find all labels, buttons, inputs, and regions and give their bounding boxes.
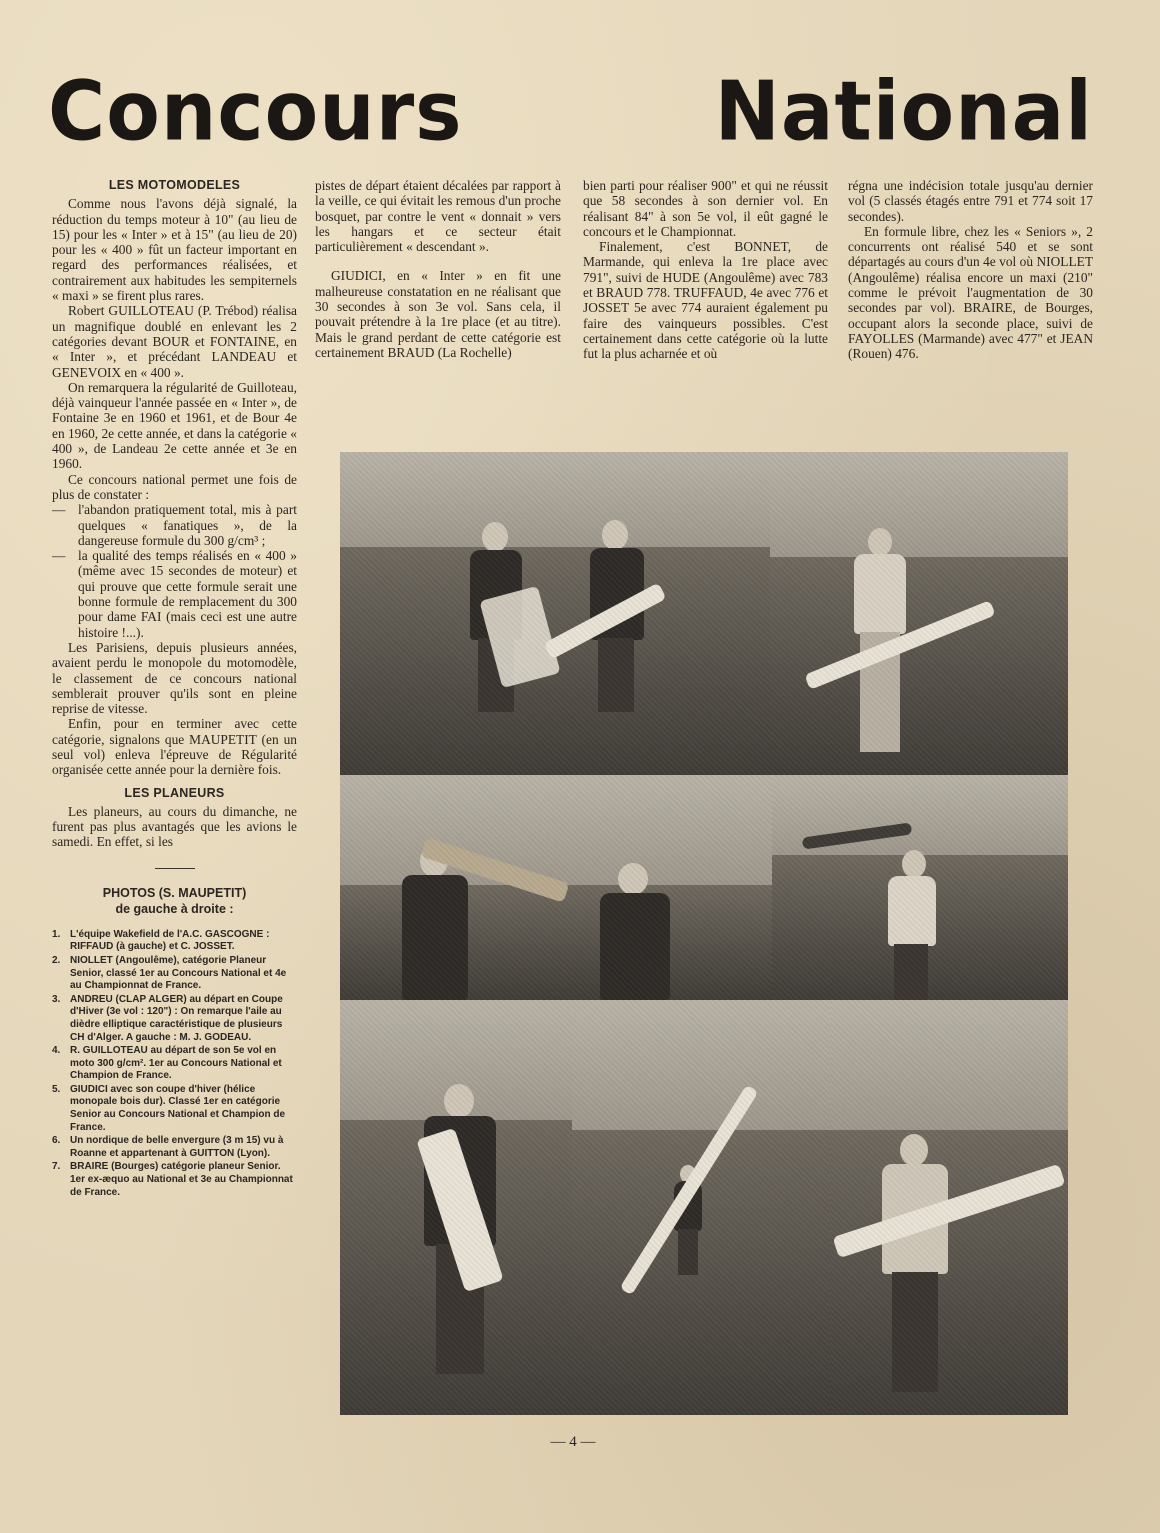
caption-item bbox=[52, 1161, 297, 1199]
photo-grain bbox=[340, 775, 772, 1000]
list-item: — la qualité des temps réalisés en « 400 » (même avec 15 secondes de moteur) et qui prouve que cette formule serait une bonne formule de remplacement du 300 pour dame FAI (mais ceci est une autre histoire !...). bbox=[52, 548, 297, 640]
col1-paragraph: Enfin, pour en terminer avec cette catégorie, signalons que MAUPETIT (en un seul vol) enleva l'épreuve de Régularité organisée cette année pour la dernière fois. bbox=[52, 716, 297, 778]
column-1 bbox=[52, 178, 297, 1200]
photo-grain bbox=[340, 1000, 572, 1415]
caption-text: R. GUILLOTEAU au départ de son 5e vol en moto 300 g/cm². 1er au Concours National et Champion de France. bbox=[70, 1045, 282, 1082]
photo-braire bbox=[830, 1000, 1068, 1415]
title-word-2: National bbox=[714, 64, 1093, 160]
photo-grain bbox=[572, 1000, 830, 1415]
photos-credit: PHOTOS (S. MAUPETIT) bbox=[102, 885, 247, 900]
photo-andreu bbox=[340, 775, 772, 1000]
caption-number: 3. bbox=[52, 993, 61, 1005]
caption-number: 7. bbox=[52, 1161, 61, 1173]
col1-list bbox=[52, 502, 297, 640]
caption-item bbox=[52, 1135, 297, 1160]
caption-number: 4. bbox=[52, 1045, 61, 1057]
caption-text: NIOLLET (Angoulême), catégorie Planeur Senior, classé 1er au Concours National et 4e au Championnat de France. bbox=[70, 954, 287, 992]
photo-grain bbox=[830, 1000, 1068, 1415]
photo-niollet bbox=[770, 452, 1068, 775]
photo-grain bbox=[340, 452, 770, 775]
caption-item bbox=[52, 955, 297, 993]
col3-paragraph: bien parti pour réaliser 900" et qui ne réussit que 58 secondes à son dernier vol. En réalisant 84" à son 5e vol, il eût gagné le concours et le Championnat. bbox=[583, 178, 828, 239]
photos-heading bbox=[52, 885, 297, 917]
divider bbox=[155, 868, 195, 869]
caption-number: 2. bbox=[52, 954, 61, 966]
caption-item bbox=[52, 1045, 297, 1083]
col1-paragraph: Les Parisiens, depuis plusieurs années, avaient perdu le monopole du motomodèle, le classement de ce concours national semblerait prouver qu'ils sont en pleine reprise de vitesse. bbox=[52, 639, 297, 717]
caption-text: ANDREU (CLAP ALGER) au départ en Coupe d'Hiver (3e vol : 120") : On remarque l'aile au dièdre elliptique caractéristique de plusieurs CH d'Alger. A gauche : M. J. GODEAU. bbox=[70, 993, 283, 1043]
heading-motomodeles: LES MOTOMODELES bbox=[108, 178, 241, 192]
col1-paragraph: Les planeurs, au cours du dimanche, ne furent pas plus avantagés que les avions le samedi. En effet, si les bbox=[52, 803, 297, 850]
caption-number: 5. bbox=[52, 1083, 61, 1095]
caption-item bbox=[52, 929, 297, 954]
list-item: — l'abandon pratiquement total, mis à part quelques « fanatiques », de la dangereuse formule du 300 g/cm³ ; bbox=[52, 502, 297, 548]
heading-planeurs: LES PLANEURS bbox=[124, 785, 225, 800]
col4-paragraph: régna une indécision totale jusqu'au dernier vol (5 classés étagés entre 791 et 774 soit 17 secondes). bbox=[848, 178, 1093, 224]
page-title bbox=[48, 64, 1093, 160]
caption-text: BRAIRE (Bourges) catégorie planeur Senior. 1er ex-æquo au National et 3e au Championnat de France. bbox=[70, 1161, 293, 1198]
page-number: — 4 — bbox=[550, 1434, 596, 1450]
column-2 bbox=[315, 178, 561, 360]
col2-paragraph: GIUDICI, en « Inter » en fit une malheureuse constatation en ne réalisant que 30 secondes à son 3e vol. Sans cela, il pouvait prétendre à la 1re place (et au titre). Mais le grand perdant de cette catégorie est certainement BRAUD (La Rochelle) bbox=[315, 268, 561, 360]
col3-paragraph: Finalement, c'est BONNET, de Marmande, qui enleva la 1re place avec 791", suivi de HUDE (Angoulême) avec 783 et BRAUD 778. TRUFFAUD, 4e avec 776 et JOSSET 5e avec 774 auraient également pu faire des vainqueurs possibles. C'est certainement dans cette catégorie où la lutte fut la plus acharnée et où bbox=[583, 239, 828, 362]
photo-guilloteau bbox=[772, 775, 1068, 1000]
col4-paragraph: En formule libre, chez les « Seniors », 2 concurrents ont réalisé 540 et se sont départagés au cours d'un 4e vol où NIOLLET (Angoulême) réalisa encore un maxi (210" comme le prévoit l'augmentation de 30 secondes par vol). BRAIRE, de Bourges, occupant alors la seconde place, suivi de FAYOLLES (Marmande) avec 477" et JEAN (Rouen) 476. bbox=[848, 223, 1093, 362]
col2-paragraph: pistes de départ étaient décalées par rapport à la veille, ce qui évitait les remous d'un proche bosquet, par contre le vent « donnait » vers les hangars et ce secteur était particulièrement « descendant ». bbox=[315, 178, 561, 255]
caption-item bbox=[52, 994, 297, 1044]
col1-paragraph: Comme nous l'avons déjà signalé, la réduction du temps moteur à 10" (au lieu de 15) pour les « Inter » et à 15" (au lieu de 20) pour les « 400 » fût un facteur important en regard des performances réalisées, et contrairement aux habitudes les sempiternels « maxi » se firent plus rares. bbox=[52, 196, 297, 304]
caption-text: L'équipe Wakefield de l'A.C. GASCOGNE : RIFFAUD (à gauche) et C. JOSSET. bbox=[70, 928, 270, 953]
caption-number: 1. bbox=[52, 928, 61, 940]
list-item-text: la qualité des temps réalisés en « 400 » (même avec 15 secondes de moteur) et qui prouve que cette formule serait une bonne formule de remplacement du 300 pour dame FAI (mais ceci est une autre histoire !...). bbox=[78, 548, 297, 640]
photo-giudici bbox=[340, 1000, 572, 1415]
photos-order: de gauche à droite : bbox=[115, 901, 234, 916]
photo-nordique bbox=[572, 1000, 830, 1415]
caption-item bbox=[52, 1084, 297, 1134]
title-word-1: Concours bbox=[48, 64, 463, 160]
photo-captions bbox=[52, 929, 297, 1199]
column-3 bbox=[583, 178, 828, 362]
caption-number: 6. bbox=[52, 1135, 61, 1147]
list-item-text: l'abandon pratiquement total, mis à part quelques « fanatiques », de la dangereuse formule du 300 g/cm³ ; bbox=[78, 502, 297, 548]
col1-paragraph: Ce concours national permet une fois de plus de constater : bbox=[52, 471, 297, 502]
caption-text: Un nordique de belle envergure (3 m 15) vu à Roanne et appartenant à GUITTON (Lyon). bbox=[70, 1135, 284, 1159]
photo-grain bbox=[772, 775, 1068, 1000]
col1-paragraph: On remarquera la régularité de Guilloteau, déjà vainqueur l'année passée en « Inter », de Fontaine 3e en 1960 et 1961, et de Bour 4e en 1960, 2e cette année, et dans la catégorie « 400 », de Landeau 2e cette année et 3e en 1960. bbox=[52, 379, 298, 472]
photo-wakefield-team bbox=[340, 452, 770, 775]
col1-paragraph: Robert GUILLOTEAU (P. Trébod) réalisa un magnifique doublé en enlevant les 2 catégories devant BOUR et FONTAINE, en « Inter », et précédant LANDEAU et GENEVOIX en « 400 ». bbox=[52, 303, 297, 380]
photo-grain bbox=[770, 452, 1068, 775]
caption-text: GIUDICI avec son coupe d'hiver (hélice monopale bois dur). Classé 1er en catégorie Senior au Concours National et Champion de France. bbox=[70, 1083, 286, 1133]
column-4 bbox=[848, 178, 1093, 362]
